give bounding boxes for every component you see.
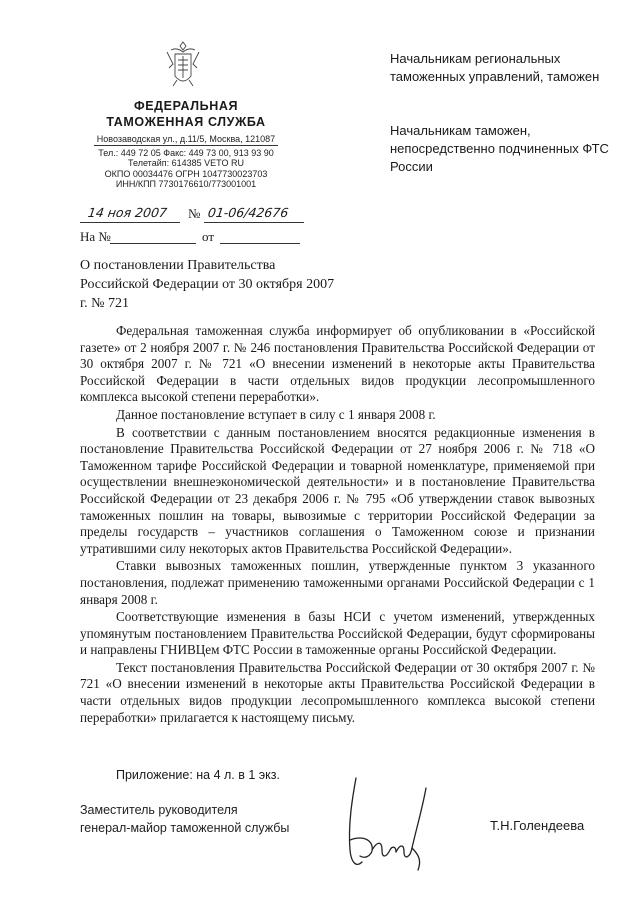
reference-number-label: На №	[80, 229, 111, 244]
handwritten-signature	[326, 770, 436, 880]
signer-title-line1: Заместитель руководителя	[80, 803, 238, 817]
reference-date-line	[220, 243, 300, 244]
organization-name	[80, 98, 292, 130]
registration-row	[80, 205, 320, 227]
registration-number: 01-06/42676	[206, 205, 290, 220]
body-paragraph-3: В соответствии с данным постановлением вносятся редакционные изменения в постановление Правительства Российской Федерации от 27 ноября 2006 г. № 718 «О Таможенном тарифе Российской Федерации и товарной номенклатуре, применяемой при осуществлении внешнеэкономической деятельности» и в постановление Правительства Российской Федерации от 23 декабря 2006 г. № 795 «Об утверждении ставок вывозных таможенных пошлин на товары, вывозимые с территории Российской Федерации за пределы государств – участников соглашения о Таможенном союзе и признании утратившими силу некоторых актов Правительства Российской Федерации».	[80, 424, 595, 556]
contact-okpo: ОКПО 00034476 ОГРН 1047730023703	[104, 168, 268, 179]
signer-title-line2: генерал-майор таможенной службы	[80, 821, 290, 835]
org-name-line1: ФЕДЕРАЛЬНАЯ	[133, 99, 239, 113]
contact-teletype: Телетайп: 614385 VETO RU	[128, 158, 244, 168]
coat-of-arms-emblem	[163, 38, 203, 90]
registration-number-label: №	[188, 206, 201, 221]
letter-subject: О постановлении Правительства Российской Федерации от 30 октября 2007 г. № 721	[80, 258, 335, 311]
body-paragraph-5: Соответствующие изменения в базы НСИ с учетом изменений, утвержденных упомянутым постановлением Правительства Российской Федерации, будут сформированы и направлены ГНИВЦем ФТС России в таможенные органы Российской Федерации.	[80, 609, 595, 658]
signer-title	[80, 801, 340, 837]
reference-row	[80, 229, 320, 247]
addressee-regional: Начальникам региональных таможенных управлений, таможен	[390, 51, 600, 84]
body-paragraph-1: Федеральная таможенная служба информирует об опубликовании в «Российской газете» от 2 ноября 2007 г. № 246 постановления Правительства Российской Федерации от 30 октября 2007 г. № 721 «О внесении изменений в некоторые акты Правительства Российской Федерации в части отдельных видов продукции лесопромышленного комплекса высокой степени переработки».	[80, 323, 595, 405]
contact-inn: ИНН/КПП 7730176610/773001001	[115, 179, 257, 189]
registration-date: 14 ноя 2007	[86, 205, 169, 220]
contact-divider	[94, 145, 278, 146]
org-name-line2: ТАМОЖЕННАЯ СЛУЖБА	[106, 115, 266, 129]
number-underline	[204, 222, 304, 223]
reference-number-line	[110, 243, 196, 244]
body-paragraph-4: Ставки вывозных таможенных пошлин, утвержденные пунктом 3 указанного постановления, подлежат применению таможенными органами Российской Федерации с 1 января 2008 г.	[80, 558, 595, 607]
organization-contacts	[80, 134, 292, 190]
body-paragraph-2: Данное постановление вступает в силу с 1 января 2008 г.	[116, 406, 436, 422]
signer-name: Т.Н.Голендеева	[490, 818, 585, 833]
contact-address: Новозаводская ул., д.11/5, Москва, 121087	[96, 134, 276, 144]
body-paragraph-6: Текст постановления Правительства Российской Федерации от 30 октября 2007 г. № 721 «О внесении изменений в некоторые акты Правительства Российской Федерации в части отдельных видов продукции лесопромышленного комплекса высокой степени переработки» прилагается к настоящему письму.	[80, 659, 595, 725]
attachment-note: Приложение: на 4 л. в 1 экз.	[116, 768, 280, 782]
contact-phone: Тел.: 449 72 05 Факс: 449 73 00, 913 93 90	[98, 147, 274, 158]
reference-date-label: от	[202, 229, 215, 244]
addressee-customs: Начальникам таможен, непосредственно подчиненных ФТС России	[390, 123, 609, 174]
date-underline	[80, 222, 180, 223]
letter-body	[80, 323, 595, 727]
